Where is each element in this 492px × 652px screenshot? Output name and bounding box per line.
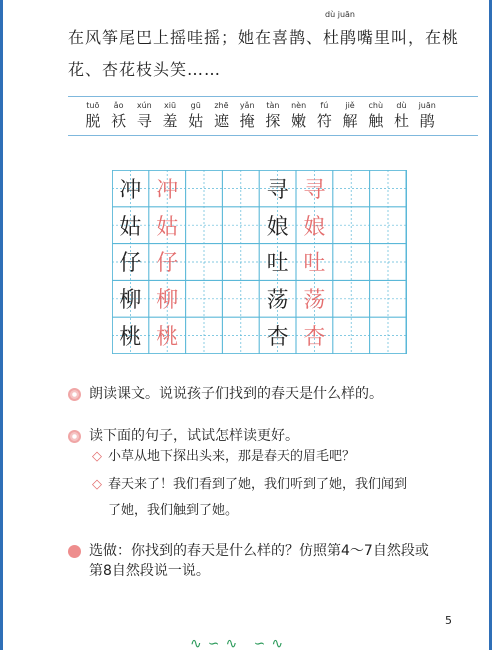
- vocab-item: [337, 101, 363, 131]
- vocab-top-rule: [68, 96, 478, 97]
- page-number: 5: [445, 614, 452, 627]
- diamond-icon: ◇: [92, 477, 102, 492]
- vocab-item: [389, 101, 415, 131]
- model-character: 桃: [119, 325, 142, 351]
- vocab-item: [209, 101, 235, 131]
- exercise-optional-bullet-icon: [68, 545, 81, 558]
- exercise-1: [68, 384, 383, 404]
- model-character: 荡: [266, 288, 289, 314]
- vocab-pinyin: nèn: [291, 101, 307, 110]
- exercise-bullet-icon: [68, 430, 81, 443]
- model-character: 娘: [266, 214, 289, 240]
- trace-character: 吐: [303, 251, 326, 277]
- vocab-char: 杜: [393, 112, 409, 130]
- exercise-bullet-icon: [68, 388, 81, 401]
- trace-character: 姑: [156, 214, 179, 240]
- model-character: 柳: [119, 288, 142, 314]
- ruby-char: 杜鹃: [323, 28, 358, 47]
- vocab-item: [234, 101, 260, 131]
- exercise-2-sentence-2-cont: 了她，我们触到了她。: [108, 503, 239, 518]
- vocab-item: [80, 101, 106, 131]
- vocab-pinyin: jiě: [345, 101, 355, 110]
- vocab-pinyin: tuō: [86, 101, 100, 110]
- vocab-item: [157, 101, 183, 131]
- vocab-item: [183, 101, 209, 131]
- diamond-icon: ◇: [92, 449, 102, 464]
- ruby-pinyin: dù juān: [325, 10, 355, 19]
- vocab-char: 脱: [85, 112, 101, 130]
- vocab-pinyin: dù: [396, 101, 407, 110]
- passage-part2: 嘴里叫，在桃花、杏花枝头笑……: [68, 28, 460, 79]
- decorative-footer-glyphs: ∿∽∿ ∽∿: [190, 636, 290, 652]
- trace-character: 寻: [303, 177, 326, 203]
- passage-text: [68, 10, 468, 86]
- vocab-item: [131, 101, 157, 131]
- vocab-item: [363, 101, 389, 131]
- exercise-2: [68, 426, 299, 446]
- trace-character: 荡: [303, 288, 326, 314]
- model-character: 姑: [119, 214, 142, 240]
- vocab-char: 解: [342, 112, 358, 130]
- exercise-3: [68, 541, 468, 581]
- trace-character: 冲: [156, 177, 179, 203]
- vocab-pinyin: tàn: [266, 101, 280, 110]
- vocab-pinyin: ǎo: [113, 101, 124, 110]
- vocab-pinyin: fú: [320, 101, 329, 110]
- exercise-2-sentence-1: ◇ 小草从地下探出头来，那是春天的眉毛吧？: [92, 449, 356, 464]
- vocab-item: [106, 101, 132, 131]
- vocab-char: 鹃: [419, 112, 435, 130]
- trace-character: 杏: [303, 325, 326, 351]
- vocab-item: [414, 101, 440, 131]
- vocab-char: 遮: [213, 112, 229, 130]
- vocab-item: [311, 101, 337, 131]
- vocab-char: 羞: [162, 112, 178, 130]
- vocab-pinyin: juān: [418, 101, 436, 110]
- vocab-pinyin: xiū: [164, 101, 177, 110]
- vocab-pinyin: yǎn: [239, 101, 255, 110]
- exercise-3-text: 选做：你找到的春天是什么样的？仿照第4～7自然段或 第8自然段说一说。: [89, 543, 429, 579]
- vocab-list: [80, 101, 440, 131]
- vocab-pinyin: gū: [190, 101, 201, 110]
- vocab-pinyin: xún: [136, 101, 152, 110]
- vocab-char: 嫩: [291, 112, 307, 130]
- vocab-char: 寻: [136, 112, 152, 130]
- model-character: 仔: [119, 251, 142, 277]
- model-character: 吐: [266, 251, 289, 277]
- vocab-bottom-rule: [68, 135, 478, 136]
- trace-character: 娘: [303, 214, 326, 240]
- model-character: 杏: [266, 325, 289, 351]
- vocab-char: 探: [265, 112, 281, 130]
- trace-character: 仔: [156, 251, 179, 277]
- model-character: 冲: [119, 177, 142, 203]
- trace-character: 柳: [156, 288, 179, 314]
- model-character: 寻: [266, 177, 289, 203]
- page-border-left: [0, 0, 3, 650]
- exercise-1-text: 朗读课文。说说孩子们找到的春天是什么样的。: [89, 386, 383, 402]
- vocab-char: 掩: [239, 112, 255, 130]
- exercise-2-text: 读下面的句子，试试怎样读更好。: [89, 428, 299, 444]
- exercise-2-sentence-2: ◇ 春天来了！我们看到了她，我们听到了她，我们闻到: [92, 477, 408, 492]
- passage-part1: 在风筝尾巴上摇哇摇；她在喜鹊、: [68, 28, 324, 47]
- writing-grid: [112, 170, 407, 354]
- vocab-char: 符: [316, 112, 332, 130]
- vocab-char: 触: [368, 112, 384, 130]
- trace-character: 桃: [156, 325, 179, 351]
- vocab-char: 袄: [111, 112, 127, 130]
- vocab-item: [260, 101, 286, 131]
- vocab-char: 姑: [188, 112, 204, 130]
- ruby-word: [323, 10, 358, 54]
- vocab-item: [286, 101, 312, 131]
- vocab-pinyin: chù: [368, 101, 384, 110]
- vocab-pinyin: zhē: [214, 101, 229, 110]
